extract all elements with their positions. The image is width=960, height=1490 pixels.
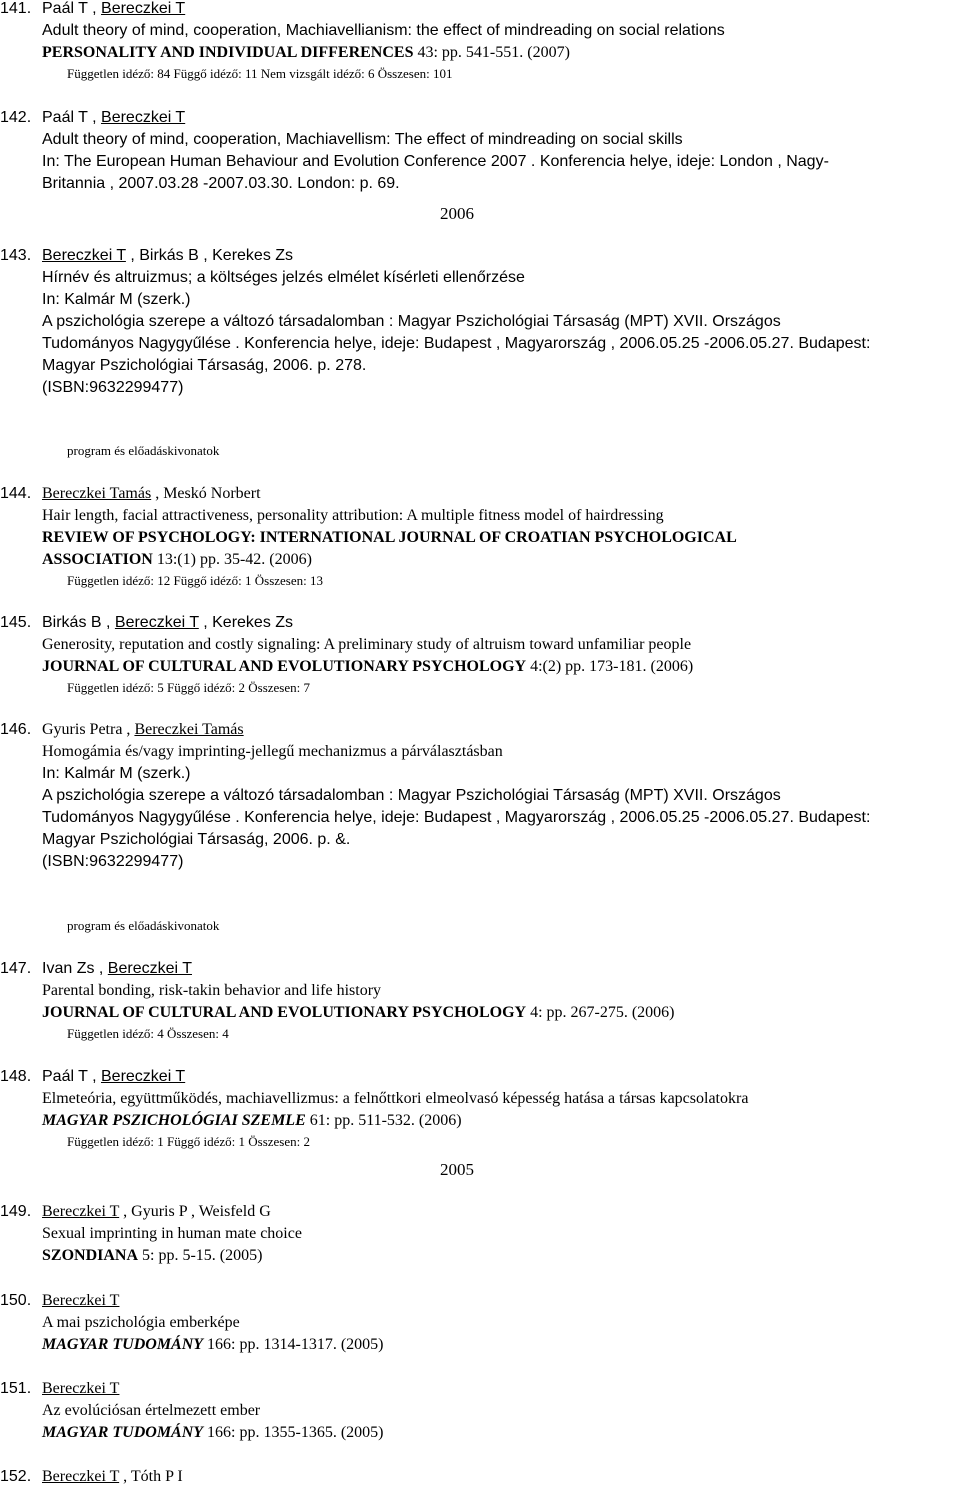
entry-title: A mai pszichológia emberképe: [42, 1314, 240, 1331]
citation-counts: Független idéző: 84 Függő idéző: 11 Nem vizsgált idéző: 6 Összesen: 101: [67, 66, 453, 81]
other-authors: Birkás B ,: [42, 614, 115, 631]
author-link[interactable]: Bereczkei T: [42, 1380, 120, 1397]
entry-number: 147.: [0, 960, 32, 977]
entry-authors: [42, 0, 185, 18]
conference-line: A pszichológia szerepe a változó társadalomban : Magyar Pszichológiai Társaság (MPT) XVII. Országos: [42, 787, 781, 804]
journal-details: 4:(2) pp. 173-181. (2006): [526, 658, 694, 675]
citation-counts: Független idéző: 12 Függő idéző: 1 Összesen: 13: [67, 573, 323, 588]
conference-line: Tudományos Nagygyűlése . Konferencia helye, ideje: Budapest , Magyarország , 2006.05.25 -2006.05.27. Budapest:: [42, 335, 871, 352]
entry-note: program és előadáskivonatok: [67, 443, 220, 458]
entry-title: Homogámia és/vagy imprinting-jellegű mechanizmus a párválasztásban: [42, 743, 503, 760]
entry-source: [42, 551, 312, 569]
entry-number: 145.: [0, 614, 32, 631]
entry-source: [42, 1247, 262, 1265]
other-authors: Paál T ,: [42, 1068, 101, 1085]
other-authors: , Kerekes Zs: [198, 614, 294, 631]
entry-source: [42, 44, 570, 62]
entry-number: 148.: [0, 1068, 32, 1085]
entry-authors: [42, 247, 293, 265]
entry-title: Az evolúciósan értelmezett ember: [42, 1402, 261, 1419]
entry-authors: [42, 1203, 271, 1221]
entry-number: 146.: [0, 721, 32, 738]
entry-authors: [42, 1468, 183, 1486]
entry-number: 150.: [0, 1292, 32, 1309]
entry-source: [42, 658, 693, 676]
journal-details: 166: pp. 1355-1365. (2005): [203, 1424, 384, 1441]
entry-source: [42, 1112, 462, 1130]
conference-line: Britannia , 2007.03.28 -2007.03.30. London: p. 69.: [42, 175, 400, 192]
author: Paál T: [42, 109, 88, 126]
conference-line: Tudományos Nagygyűlése . Konferencia helye, ideje: Budapest , Magyarország , 2006.05.25 -2006.05.27. Budapest:: [42, 809, 871, 826]
journal-details: 5: pp. 5-15. (2005): [138, 1247, 263, 1264]
isbn-line: (ISBN:9632299477): [42, 379, 184, 396]
author-link[interactable]: Bereczkei T: [114, 614, 199, 631]
entry-number: 152.: [0, 1468, 32, 1485]
entry-authors: [42, 721, 244, 739]
entry-authors: [42, 109, 185, 127]
citation-counts: Független idéző: 4 Összesen: 4: [67, 1026, 229, 1041]
entry-title: Parental bonding, risk-takin behavior and life history: [42, 982, 382, 999]
entry-source: [42, 1004, 675, 1022]
entry-authors: [42, 1292, 119, 1310]
author-link[interactable]: Bereczkei T: [42, 247, 126, 264]
journal-name: JOURNAL OF CULTURAL AND EVOLUTIONARY PSYCHOLOGY: [42, 658, 527, 675]
isbn-line: (ISBN:9632299477): [42, 853, 184, 870]
entry-number: 143.: [0, 247, 32, 264]
other-authors: , Tóth P I: [119, 1468, 183, 1485]
author-link[interactable]: Bereczkei T: [101, 109, 186, 126]
entry-title: Generosity, reputation and costly signaling: A preliminary study of altruism toward unfamiliar people: [42, 636, 692, 653]
editor-line: In: Kalmár M (szerk.): [42, 291, 191, 308]
conference-line: In: The European Human Behaviour and Evolution Conference 2007 . Konferencia helye, ideje: London , Nagy-: [42, 153, 829, 170]
journal-name: MAGYAR TUDOMÁNY: [42, 1424, 204, 1441]
journal-name: SZONDIANA: [42, 1247, 139, 1264]
author-separator: ,: [87, 0, 102, 17]
journal-name: ASSOCIATION: [42, 551, 153, 568]
other-authors: , Meskó Norbert: [151, 485, 261, 502]
entry-authors: [42, 614, 293, 632]
author-separator: ,: [87, 109, 102, 126]
entry-title: Hírnév és altruizmus; a költséges jelzés elmélet kísérleti ellenőrzése: [42, 269, 525, 286]
other-authors: , Birkás B , Kerekes Zs: [125, 247, 294, 264]
author-link[interactable]: Bereczkei T: [42, 1292, 120, 1309]
entry-authors: [42, 1380, 119, 1398]
author-link[interactable]: Bereczkei T: [42, 1468, 120, 1485]
year-heading: 2006: [440, 204, 474, 223]
conference-line: Magyar Pszichológiai Társaság, 2006. p. 278.: [42, 357, 367, 374]
journal-name: MAGYAR PSZICHOLÓGIAI SZEMLE: [42, 1112, 306, 1129]
author-link[interactable]: Bereczkei T: [42, 1203, 120, 1220]
entry-source: [42, 1336, 383, 1354]
citation-counts: Független idéző: 1 Függő idéző: 1 Összesen: 2: [67, 1134, 310, 1149]
journal-details: 13:(1) pp. 35-42. (2006): [152, 551, 312, 568]
journal-name: REVIEW OF PSYCHOLOGY: INTERNATIONAL JOURNAL OF CROATIAN PSYCHOLOGICAL: [42, 529, 737, 546]
entry-number: 149.: [0, 1203, 32, 1220]
entry-number: 141.: [0, 0, 32, 17]
other-authors: , Gyuris P , Weisfeld G: [119, 1203, 271, 1220]
entry-title: Sexual imprinting in human mate choice: [42, 1225, 302, 1242]
entry-authors: [42, 485, 261, 503]
conference-line: A pszichológia szerepe a változó társadalomban : Magyar Pszichológiai Társaság (MPT) XVII. Országos: [42, 313, 781, 330]
journal-name: JOURNAL OF CULTURAL AND EVOLUTIONARY PSYCHOLOGY: [42, 1004, 527, 1021]
journal-details: 4: pp. 267-275. (2006): [526, 1004, 675, 1021]
entry-title: Elmeteória, együttműködés, machiavellizmus: a felnőttkori elmeolvasó képesség hatása a társas kapcsolatokra: [42, 1090, 749, 1107]
conference-line: Magyar Pszichológiai Társaság, 2006. p. &.: [42, 831, 351, 848]
journal-name: PERSONALITY AND INDIVIDUAL DIFFERENCES: [42, 44, 414, 61]
other-authors: Gyuris Petra ,: [42, 721, 135, 738]
journal-details: 61: pp. 511-532. (2006): [305, 1112, 462, 1129]
journal-details: 166: pp. 1314-1317. (2005): [203, 1336, 384, 1353]
author-link[interactable]: Bereczkei Tamás: [42, 485, 152, 502]
entry-title: Adult theory of mind, cooperation, Machiavellism: The effect of mindreading on social skills: [42, 131, 683, 148]
entry-note: program és előadáskivonatok: [67, 918, 220, 933]
entry-number: 151.: [0, 1380, 32, 1397]
author-link[interactable]: Bereczkei T: [101, 1068, 186, 1085]
journal-name: MAGYAR TUDOMÁNY: [42, 1336, 204, 1353]
citation-counts: Független idéző: 5 Függő idéző: 2 Összesen: 7: [67, 680, 310, 695]
author: Paál T: [42, 0, 88, 17]
entry-authors: [42, 960, 192, 978]
journal-details: 43: pp. 541-551. (2007): [413, 44, 570, 61]
other-authors: Ivan Zs ,: [42, 960, 108, 977]
entry-title: Hair length, facial attractiveness, personality attribution: A multiple fitness model of hairdressing: [42, 507, 664, 524]
entry-number: 142.: [0, 109, 32, 126]
year-heading: 2005: [440, 1160, 474, 1179]
entry-title: Adult theory of mind, cooperation, Machiavellianism: the effect of mindreading on social relations: [42, 22, 725, 39]
entry-number: 144.: [0, 485, 32, 502]
entry-source: [42, 1424, 383, 1442]
author-link[interactable]: Bereczkei Tamás: [134, 721, 244, 738]
editor-line: In: Kalmár M (szerk.): [42, 765, 191, 782]
entry-authors: [42, 1068, 185, 1086]
author-link[interactable]: Bereczkei T: [107, 960, 192, 977]
author-link[interactable]: Bereczkei T: [101, 0, 186, 17]
